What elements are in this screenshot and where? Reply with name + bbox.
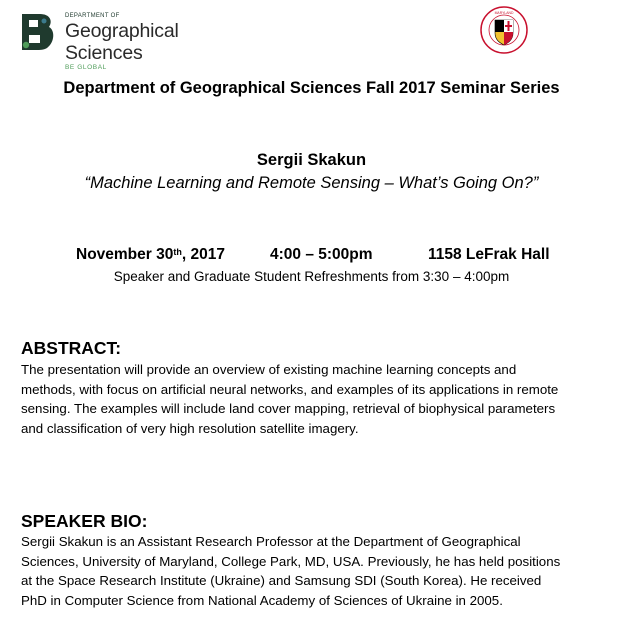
- abstract-line: methods, with focus on artificial neural networks, and examples of its applications in remote: [21, 381, 559, 397]
- series-title: Department of Geographical Sciences Fall 2017 Seminar Series: [63, 79, 560, 97]
- logo-tagline: BE GLOBAL: [65, 64, 107, 71]
- logo-text: [65, 10, 260, 72]
- abstract-line: sensing. The examples will include land cover mapping, retrieval of biophysical parameters: [21, 401, 556, 416]
- speaker-name: Sergii Skakun: [256, 151, 367, 169]
- bio-line: Sergii Skakun is an Assistant Research Professor at the Department of Geographical: [21, 534, 521, 549]
- abstract-heading: ABSTRACT:: [21, 338, 122, 358]
- event-date-suffix: th: [173, 247, 182, 257]
- abstract-body: [21, 360, 581, 438]
- abstract-line: and classification of very high resolution satellite imagery.: [21, 420, 359, 436]
- refreshments-note: Speaker and Graduate Student Refreshments from 3:30 – 4:00pm: [113, 269, 510, 284]
- svg-text:MARYLAND: MARYLAND: [494, 11, 514, 15]
- event-date: [76, 246, 225, 264]
- bio-line: PhD in Computer Science from National Academy of Sciences of Ukraine in 2005.: [21, 592, 503, 608]
- event-date-year: , 2017: [181, 246, 225, 263]
- bio-line: at the Space Research Institute (Ukraine) and Samsung SDI (South Korea). He received: [21, 573, 542, 588]
- university-seal-icon: [480, 6, 528, 54]
- bio-body: [21, 532, 581, 610]
- bio-line: Sciences, University of Maryland, College Park, MD, USA. Previously, he has held positions: [21, 553, 561, 569]
- event-time: 4:00 – 5:00pm: [270, 246, 373, 263]
- abstract-line: The presentation will provide an overview of existing machine learning concepts and: [21, 362, 517, 377]
- event-date-month-day: November 30: [76, 246, 174, 263]
- logo-department-of: DEPARTMENT OF: [65, 13, 120, 19]
- bio-heading: SPEAKER BIO:: [21, 511, 148, 531]
- b-logo-icon: [20, 12, 56, 52]
- department-logo: [20, 10, 260, 71]
- logo-department-name: Geographical Sciences: [65, 20, 179, 64]
- talk-title: “Machine Learning and Remote Sensing – What’s Going On?”: [84, 174, 539, 192]
- event-location: 1158 LeFrak Hall: [428, 246, 550, 263]
